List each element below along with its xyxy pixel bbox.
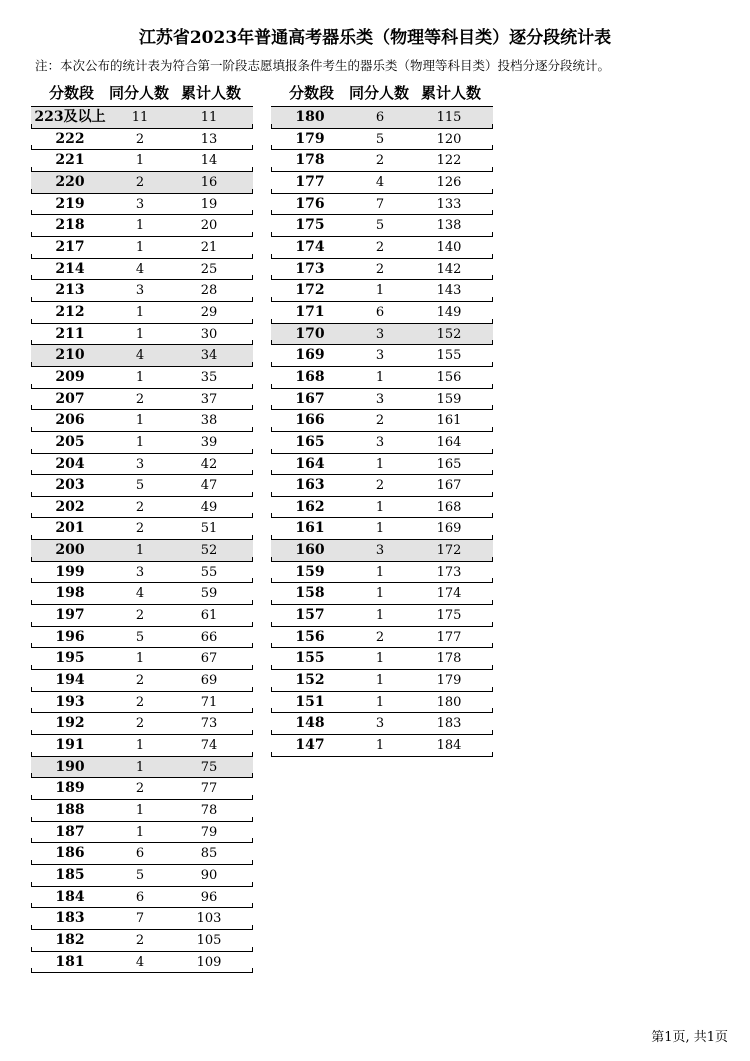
table-row [31, 540, 253, 562]
same-count-cell: 1 [135, 434, 145, 450]
score-cell: 195 [55, 650, 85, 667]
score-cell: 152 [295, 672, 325, 689]
same-count-cell: 1 [375, 456, 385, 472]
same-count-cell: 1 [135, 803, 145, 818]
table-row [271, 129, 493, 151]
cumulative-cell: 74 [200, 738, 218, 754]
table-header [271, 80, 493, 106]
score-cell: 180 [295, 109, 325, 125]
score-cell: 164 [295, 455, 325, 472]
cumulative-cell: 19 [200, 196, 218, 212]
cumulative-cell: 105 [196, 932, 222, 948]
cumulative-cell: 96 [200, 889, 218, 905]
cumulative-cell: 165 [436, 456, 462, 472]
table-row [31, 454, 253, 476]
cumulative-cell: 178 [436, 651, 462, 667]
table-row [31, 172, 253, 194]
cumulative-cell: 21 [200, 239, 218, 255]
page-title: 江苏省2023年普通高考器乐类（物理等科目类）逐分段统计表 [138, 28, 612, 48]
cumulative-cell: 20 [200, 218, 218, 234]
table-row [31, 194, 253, 216]
score-cell: 166 [295, 412, 325, 429]
cumulative-cell: 38 [200, 413, 218, 429]
score-cell: 190 [55, 758, 85, 775]
score-cell: 206 [55, 412, 85, 429]
table-row [271, 150, 493, 172]
score-cell: 198 [55, 585, 85, 602]
table-row [31, 518, 253, 540]
table-row [31, 107, 253, 129]
table-row [31, 778, 253, 800]
table-row [31, 692, 253, 714]
score-cell: 163 [295, 477, 325, 494]
same-count-cell: 1 [135, 824, 145, 840]
score-cell: 178 [295, 152, 325, 169]
same-count-cell: 1 [375, 694, 385, 710]
score-cell: 218 [55, 217, 85, 234]
same-count-cell: 2 [135, 174, 145, 190]
cumulative-cell: 161 [436, 413, 462, 429]
table-row [271, 367, 493, 389]
same-count-cell: 2 [375, 261, 385, 277]
cumulative-cell: 73 [200, 716, 218, 732]
table-row [31, 735, 253, 757]
score-cell: 212 [55, 303, 85, 320]
table-row [31, 150, 253, 172]
score-cell: 159 [295, 563, 325, 580]
score-cell: 156 [295, 628, 325, 645]
table-row [31, 389, 253, 411]
score-cell: 186 [55, 845, 85, 862]
cumulative-cell: 55 [200, 564, 218, 580]
cumulative-cell: 49 [200, 499, 218, 515]
same-count-cell: 3 [375, 434, 385, 450]
cumulative-cell: 79 [200, 824, 218, 840]
same-count-cell: 2 [375, 239, 385, 255]
same-count-cell: 1 [375, 521, 385, 537]
cumulative-cell: 11 [200, 110, 218, 125]
same-count-cell: 2 [375, 153, 385, 169]
same-count-cell: 1 [135, 239, 145, 255]
same-count-cell: 1 [375, 369, 385, 385]
cumulative-cell: 28 [200, 283, 218, 299]
cumulative-cell: 175 [436, 608, 462, 624]
table-row [31, 930, 253, 952]
same-count-cell: 5 [375, 218, 385, 234]
cumulative-cell: 90 [200, 867, 218, 883]
score-cell: 171 [295, 303, 325, 320]
score-cell: 203 [55, 477, 85, 494]
table-row [31, 800, 253, 822]
cumulative-cell: 159 [436, 391, 462, 407]
same-count-cell: 6 [135, 889, 145, 905]
page-footer: 第1页, 共1页 [651, 1030, 728, 1045]
table-row [31, 908, 253, 930]
table-row [271, 692, 493, 714]
table-row [271, 713, 493, 735]
header-score: 分数段 [49, 84, 95, 102]
cumulative-cell: 142 [436, 261, 462, 277]
cumulative-cell: 35 [200, 369, 218, 385]
same-count-cell: 1 [135, 543, 145, 559]
table-row [31, 887, 253, 909]
table-row [271, 454, 493, 476]
right-table [271, 80, 493, 757]
score-cell: 179 [295, 130, 325, 147]
score-cell: 220 [55, 173, 85, 190]
table-row [271, 345, 493, 367]
same-count-cell: 3 [375, 348, 385, 364]
score-cell: 200 [55, 542, 85, 559]
table-row [31, 302, 253, 324]
same-count-cell: 5 [375, 131, 385, 147]
same-count-cell: 1 [135, 413, 145, 429]
table-row [271, 670, 493, 692]
cumulative-cell: 152 [436, 326, 462, 342]
same-count-cell: 6 [375, 304, 385, 320]
same-count-cell: 1 [135, 651, 145, 667]
cumulative-cell: 61 [200, 608, 218, 624]
score-cell: 217 [55, 238, 85, 255]
table-row [271, 302, 493, 324]
table-row [31, 648, 253, 670]
table-row [31, 627, 253, 649]
score-cell: 165 [295, 433, 325, 450]
same-count-cell: 1 [135, 304, 145, 320]
cumulative-cell: 42 [200, 456, 218, 472]
cumulative-cell: 69 [200, 673, 218, 689]
table-row [271, 389, 493, 411]
header-same-count: 同分人数 [349, 84, 410, 102]
cumulative-cell: 143 [436, 283, 462, 299]
score-cell: 210 [55, 347, 85, 364]
cumulative-cell: 103 [196, 911, 222, 927]
same-count-cell: 1 [135, 369, 145, 385]
table-row [31, 129, 253, 151]
table-row [31, 259, 253, 281]
same-count-cell: 6 [135, 846, 145, 862]
table-row [31, 952, 253, 974]
same-count-cell: 3 [135, 196, 145, 212]
score-cell: 199 [55, 563, 85, 580]
score-cell: 214 [55, 260, 85, 277]
same-count-cell: 2 [135, 608, 145, 624]
same-count-cell: 1 [135, 738, 145, 754]
score-cell: 196 [55, 628, 85, 645]
same-count-cell: 2 [375, 413, 385, 429]
same-count-cell: 2 [135, 781, 145, 797]
cumulative-cell: 173 [436, 564, 462, 580]
cumulative-cell: 51 [200, 521, 218, 537]
header-same-count: 同分人数 [109, 84, 170, 102]
cumulative-cell: 179 [436, 673, 462, 689]
score-cell: 155 [295, 650, 325, 667]
same-count-cell: 6 [375, 110, 385, 125]
cumulative-cell: 29 [200, 304, 218, 320]
table-row [31, 670, 253, 692]
score-cell: 176 [295, 195, 325, 212]
table-row [31, 324, 253, 346]
same-count-cell: 4 [135, 954, 145, 970]
same-count-cell: 2 [375, 629, 385, 645]
same-count-cell: 1 [375, 608, 385, 624]
score-cell: 221 [55, 152, 85, 169]
table-row [271, 172, 493, 194]
table-row [31, 475, 253, 497]
same-count-cell: 11 [131, 110, 149, 125]
same-count-cell: 1 [135, 326, 145, 342]
header-cumulative: 累计人数 [421, 84, 482, 102]
cumulative-cell: 177 [436, 629, 462, 645]
cumulative-cell: 169 [436, 521, 462, 537]
score-cell: 162 [295, 498, 325, 515]
table-row [271, 432, 493, 454]
same-count-cell: 3 [375, 716, 385, 732]
table-note: 注：本次公布的统计表为符合第一阶段志愿填报条件考生的器乐类（物理等科目类）投档分逐分段统计。 [35, 58, 611, 73]
cumulative-cell: 66 [200, 629, 218, 645]
table-body [31, 106, 253, 973]
cumulative-cell: 133 [436, 196, 462, 212]
score-cell: 175 [295, 217, 325, 234]
table-row [271, 324, 493, 346]
cumulative-cell: 180 [436, 694, 462, 710]
same-count-cell: 2 [135, 932, 145, 948]
table-row [271, 107, 493, 129]
cumulative-cell: 184 [436, 738, 462, 754]
table-row [31, 865, 253, 887]
score-cell: 169 [295, 347, 325, 364]
table-row [271, 475, 493, 497]
table-row [271, 605, 493, 627]
cumulative-cell: 59 [200, 586, 218, 602]
table-header [31, 80, 253, 106]
same-count-cell: 2 [135, 694, 145, 710]
score-cell: 223及以上 [34, 109, 106, 125]
table-row [271, 194, 493, 216]
same-count-cell: 3 [375, 543, 385, 559]
same-count-cell: 7 [375, 196, 385, 212]
same-count-cell: 1 [375, 673, 385, 689]
cumulative-cell: 172 [436, 543, 462, 559]
same-count-cell: 4 [135, 261, 145, 277]
score-cell: 204 [55, 455, 85, 472]
cumulative-cell: 149 [436, 304, 462, 320]
table-row [271, 497, 493, 519]
same-count-cell: 2 [135, 716, 145, 732]
score-cell: 157 [295, 607, 325, 624]
table-row [31, 215, 253, 237]
same-count-cell: 1 [135, 153, 145, 169]
table-row [271, 280, 493, 302]
cumulative-cell: 77 [200, 781, 218, 797]
table-row [271, 518, 493, 540]
table-row [271, 735, 493, 757]
cumulative-cell: 174 [436, 586, 462, 602]
cumulative-cell: 25 [200, 261, 218, 277]
same-count-cell: 1 [375, 586, 385, 602]
same-count-cell: 3 [135, 564, 145, 580]
score-cell: 174 [295, 238, 325, 255]
same-count-cell: 1 [375, 564, 385, 580]
same-count-cell: 7 [135, 911, 145, 927]
table-row [31, 497, 253, 519]
table-row [31, 562, 253, 584]
same-count-cell: 4 [135, 348, 145, 364]
table-row [271, 215, 493, 237]
score-cell: 168 [295, 368, 325, 385]
table-row [31, 410, 253, 432]
same-count-cell: 1 [135, 218, 145, 234]
cumulative-cell: 167 [436, 478, 462, 494]
cumulative-cell: 138 [436, 218, 462, 234]
score-cell: 161 [295, 520, 325, 537]
same-count-cell: 5 [135, 867, 145, 883]
same-count-cell: 3 [135, 456, 145, 472]
cumulative-cell: 85 [200, 846, 218, 862]
score-cell: 193 [55, 693, 85, 710]
score-cell: 172 [295, 282, 325, 299]
table-row [31, 367, 253, 389]
score-cell: 222 [55, 130, 85, 147]
score-cell: 202 [55, 498, 85, 515]
cumulative-cell: 140 [436, 239, 462, 255]
table-row [271, 627, 493, 649]
score-cell: 167 [295, 390, 325, 407]
same-count-cell: 1 [375, 738, 385, 754]
left-table [31, 80, 253, 973]
same-count-cell: 2 [135, 499, 145, 515]
same-count-cell: 5 [135, 478, 145, 494]
cumulative-cell: 75 [200, 759, 218, 775]
same-count-cell: 2 [135, 673, 145, 689]
score-cell: 183 [55, 910, 85, 927]
table-body [271, 106, 493, 757]
cumulative-cell: 37 [200, 391, 218, 407]
score-cell: 209 [55, 368, 85, 385]
score-cell: 170 [295, 325, 325, 342]
same-count-cell: 2 [135, 521, 145, 537]
score-cell: 148 [295, 715, 325, 732]
header-score: 分数段 [289, 84, 335, 102]
score-cell: 207 [55, 390, 85, 407]
score-cell: 160 [295, 542, 325, 559]
score-cell: 185 [55, 866, 85, 883]
same-count-cell: 1 [135, 759, 145, 775]
cumulative-cell: 156 [436, 369, 462, 385]
cumulative-cell: 47 [200, 478, 218, 494]
table-row [31, 757, 253, 779]
table-row [271, 540, 493, 562]
cumulative-cell: 34 [200, 348, 218, 364]
cumulative-cell: 155 [436, 348, 462, 364]
score-cell: 205 [55, 433, 85, 450]
table-row [31, 822, 253, 844]
same-count-cell: 1 [375, 283, 385, 299]
table-row [271, 237, 493, 259]
same-count-cell: 3 [135, 283, 145, 299]
table-row [271, 648, 493, 670]
cumulative-cell: 168 [436, 499, 462, 515]
score-cell: 201 [55, 520, 85, 537]
cumulative-cell: 67 [200, 651, 218, 667]
cumulative-cell: 78 [200, 803, 218, 818]
cumulative-cell: 16 [200, 174, 218, 190]
score-cell: 181 [55, 953, 85, 970]
cumulative-cell: 71 [200, 694, 218, 710]
table-row [31, 843, 253, 865]
same-count-cell: 1 [375, 499, 385, 515]
same-count-cell: 4 [135, 586, 145, 602]
cumulative-cell: 109 [196, 954, 222, 970]
score-cell: 194 [55, 672, 85, 689]
same-count-cell: 2 [135, 131, 145, 147]
header-cumulative: 累计人数 [181, 84, 242, 102]
same-count-cell: 5 [135, 629, 145, 645]
cumulative-cell: 115 [436, 110, 462, 125]
score-cell: 173 [295, 260, 325, 277]
cumulative-cell: 122 [436, 153, 462, 169]
score-cell: 213 [55, 282, 85, 299]
table-row [31, 583, 253, 605]
cumulative-cell: 30 [200, 326, 218, 342]
table-row [271, 410, 493, 432]
same-count-cell: 2 [135, 391, 145, 407]
cumulative-cell: 126 [436, 174, 462, 190]
table-row [271, 562, 493, 584]
score-cell: 151 [295, 693, 325, 710]
score-cell: 197 [55, 607, 85, 624]
score-cell: 187 [55, 823, 85, 840]
score-cell: 211 [55, 325, 85, 342]
cumulative-cell: 120 [436, 131, 462, 147]
score-cell: 182 [55, 931, 85, 948]
score-cell: 192 [55, 715, 85, 732]
score-cell: 184 [55, 888, 85, 905]
same-count-cell: 3 [375, 326, 385, 342]
cumulative-cell: 13 [200, 131, 218, 147]
table-row [271, 259, 493, 281]
cumulative-cell: 14 [200, 153, 218, 169]
same-count-cell: 2 [375, 478, 385, 494]
score-cell: 177 [295, 173, 325, 190]
score-cell: 147 [295, 737, 325, 754]
table-row [31, 280, 253, 302]
table-row [271, 583, 493, 605]
score-cell: 191 [55, 737, 85, 754]
score-cell: 158 [295, 585, 325, 602]
table-row [31, 713, 253, 735]
table-row [31, 237, 253, 259]
same-count-cell: 3 [375, 391, 385, 407]
score-cell: 188 [55, 802, 85, 818]
cumulative-cell: 52 [200, 543, 218, 559]
cumulative-cell: 164 [436, 434, 462, 450]
same-count-cell: 4 [375, 174, 385, 190]
score-cell: 189 [55, 780, 85, 797]
table-row [31, 605, 253, 627]
cumulative-cell: 39 [200, 434, 218, 450]
table-row [31, 432, 253, 454]
same-count-cell: 1 [375, 651, 385, 667]
cumulative-cell: 183 [436, 716, 462, 732]
table-row [31, 345, 253, 367]
score-cell: 219 [55, 195, 85, 212]
